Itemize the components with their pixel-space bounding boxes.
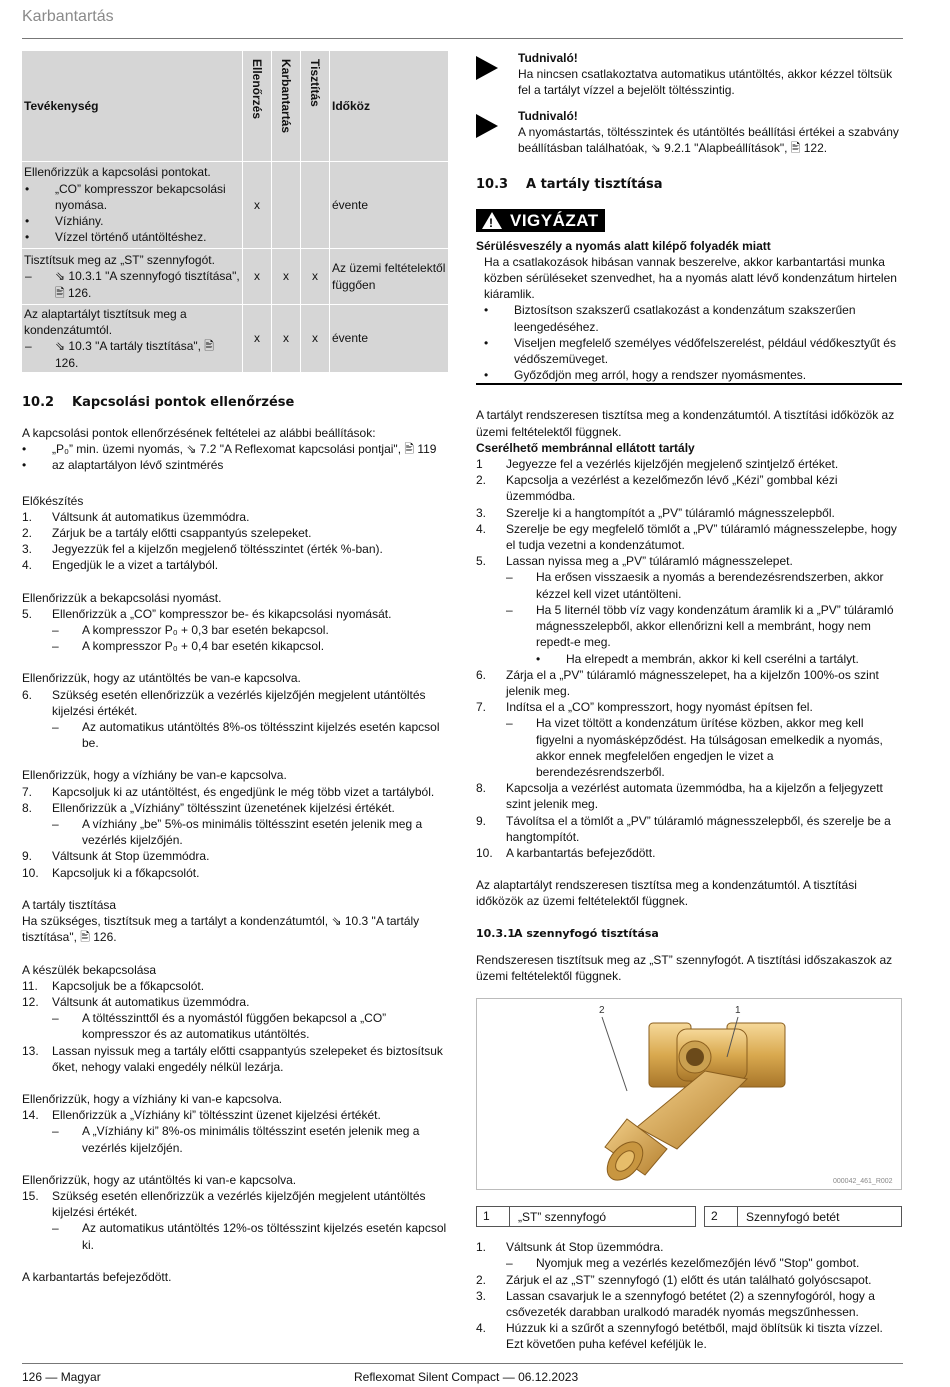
header-title: Karbantartás [22,8,114,25]
list-item[interactable]: „P₀” min. üzemi nyomás, ⇘ 7.2 "A Reflexomat kapcsolási pontjai", 🖹 119 [52,442,437,457]
warning-box: ! VIGYÁZAT Sérülésveszély a nyomás alatt kilépő folyadék miatt Ha a csatlakozások hibásan vannak beszerelve, akkor karbantartási munka közben sérüléseket szenvedhet, ha a nyomás alatt lévő kondenzátum hirtelen kiáramlik. • Biztosítson szakszerű csatlakozást a kondenzátum szakszerűen leengedéséhez. • Viseljen megfelelő személyes védőfelszerelést, például védőkesztyűt és védőszemüveget. • Győződjön meg arról, hogy a rendszer nyomásmentes. [476,209,902,385]
row-link[interactable]: ⇘ 10.3 "A tartály tisztítása", 🖹 126. [55,339,214,370]
note-text: Ha nincsen csatlakoztatva automatikus utántöltés, akkor kézzel töltsük fel a tartályt vízzel a bejelölt töltésszintig. [518,67,893,98]
list-item: A vízhiány „be” 5%-os minimális töltésszint esetén jelenik meg a vezérlés kijelzőjén. [82,817,423,848]
list-item: A „Vízhiány ki” 8%-os minimális töltésszint esetén jelenik meg a vezérlés kijelzőjén. [82,1124,420,1155]
table-header-row [22,51,448,161]
right-column: Tudnivaló! Ha nincsen csatlakoztatva automatikus utántöltés, akkor kézzel töltsük fel a tartályt vízzel a bejelölt töltésszintig. Tudnivaló! A nyomástartás, töltésszintek és utántöltés beállítási értékei a szabvány beállításban találhatóak, ⇘ 9.2.1 "Alapbeállítások", 🖹 122. 10.3 A tartály tisztítása ! VIGYÁZAT Sérülésveszély a nyomás alatt kilépő folyadék miatt Ha a csatlakozások hibásan vannak beszerelve, akkor karbantartási munka közben sérüléseket szenvedhet, ha a nyomás alatt lévő kondenzátum hirtelen kiáramlik. • Biztosítson szakszerű csatlakozást a kondenzátum szakszerűen leengedéséhez. • Viseljen megfelelő személyes védőfelszerelést, például védőkesztyűt és védőszemüveget. • Győződjön meg arról, hogy a rendszer nyomásmentes. A tartályt rendszeresen tisztítsa meg a kondenzátumtól. A tisztítási időközök az üzemi feltételektől függnek. Cserélhető membránnal ellátott tartály 1 Jegyezze fel a vezérlés kijelzőjén megjelenő szintjelző értéket. 2. Kapcsolja a vezérlést a kezelőmezőn lévő „Kézi” gombbal kézi üzemmódba. 3. Szerelje ki a hangtompítót a „PV” túláramló mágnesszelepből. 4. Szerelje be egy megfelelő tömlőt a „PV” túláramló mágnesszelepbe, hogy el tudja vezetni a kondenzátumot. 5. Lassan nyissa meg a „PV” túláramló mágnesszelepet. – Ha erősen visszaesik a nyomás a berendezésrendszerben, akkor kézzel kell vizet utántölteni. – Ha 5 liternél több víz vagy kondenzátum áramlik ki a „PV” túláramló mágnesszelepből, akkor ellenőrizni kell a membránt, hogy nem repedt-e meg. • Ha elrepedt a membrán, akkor ki kell cserélni a tartályt. 6. Zárja el a „PV” túláramló mágnesszelepet, ha a kijelzőn 100%-os szint jelenik meg. 7. Indítsa el a „CO” kompresszort, hogy nyomást építsen fel. – Ha vizet töltött a kondenzátum ürítése közben, akkor meg kell figyelni a nyomásképződést. Ha túlságosan emelkedik a nyomás, akkor ennek megfelelően engedjen le vizet a berendezésrendszerből. 8. Kapcsolja a vezérlést automata üzemmódba, ha a kijelzőn a feljegyzett szint jelenik meg. 9. Távolítsa el a tömlőt a „PV” túláramló mágnesszelepből, és szerelje be a hangtompítót. 10. A karbantartás befejeződött. Az alaptartályt rendszeresen tisztítsa meg a kondenzátumtól. A tisztítási időközök az üzemi feltételektől függnek. 10.3.1A szennyfogó tisztítása Rendszeresen tisztítsuk meg az „ST” szennyfogót. A tisztítási időszakaszok az üzemi feltételektől függnek. 2 1 000042_461_R002 1 „ST” szennyfogó 2 Szennyfogó betét 1. Váltsunk át Stop üzemmódra. – Nyomjuk meg a vezérlés kezelőmezőjén lévő "Stop" gombot. 2. Zárjuk el az „ST” szennyfogó (1) előtt és után található golyóscsapot. 3. Lassan csavarjuk le a szennyfogó betétet (2) a szennyfogóról, hogy a csővezeték darabban uralkodó maradék nyomás megszűnhessen. 4. Húzzuk ki a szűrőt a szennyfogó betétből, majd öblítsük ki tiszta vízzel. Ezt követően puha kefével keféljük le. [476,50,902,1353]
list-item: Távolítsa el a tömlőt a „PV” túláramló mágnesszelepből, és szerelje be a hangtompítót. [506,813,891,844]
cell-maintenance: x [272,305,300,372]
list-item: Váltsunk át Stop üzemmódra. [506,1240,664,1255]
cell-interval: évente [330,305,448,372]
list-item: Ha 5 liternél több víz vagy kondenzátum áramlik ki a „PV” túláramló mágnesszelepből, akkor ellenőrizni kell a membránt, hogy nem repedt-e meg. [536,602,894,650]
row-item: „CO” kompresszor bekapcsolási nyomása. [55,181,226,212]
list-item: Engedjük le a vizet a tartályból. [52,558,219,573]
subheading: A tartály tisztítása [22,897,117,912]
warning-icon [482,212,502,229]
row-item: Vízzel történő utántöltéshez. [55,230,207,245]
subheading: Ellenőrizzük, hogy az utántöltés be van-e kapcsolva. [22,671,301,686]
arrow-icon [476,50,518,99]
figure-code: 000042_461_R002 [833,1178,893,1186]
list-item: Kapcsoljuk ki a főkapcsolót. [52,865,200,880]
list-item: A töltésszinttől és a nyomástól függően bekapcsol a „CO” kompresszor és az automatikus utántöltés. [82,1011,387,1042]
list-item: Szerelje be egy megfelelő tömlőt a „PV” túláramló mágnesszelepbe, hogy el tudja vezetni a kondenzátumot. [506,521,897,553]
closing-text: A karbantartás befejeződött. [22,1269,172,1284]
row-link[interactable]: ⇘ 10.3.1 "A szennyfogó tisztítása", 🖹 126. [55,269,240,300]
row-item: Vízhiány. [55,214,104,229]
cell-interval: évente [330,162,448,248]
cell-maintenance: x [272,249,300,304]
subheading: A készülék bekapcsolása [22,962,157,977]
list-item: Ellenőrizzük a „CO” kompresszor be- és kikapcsolási nyomását. [52,606,392,621]
list-item: Lassan nyissuk meg a tartály előtti csappantyús szelepeket és biztosítsuk őket, nehogy valaki engedély nélkül lezárja. [52,1043,443,1074]
subheading: Ellenőrizzük, hogy az utántöltés ki van-e kapcsolva. [22,1172,297,1187]
list-item: Zárja el a „PV” túláramló mágnesszelepet, ha a kijelzőn 100%-os szint jelenik meg. [506,667,879,698]
left-column: Tevékenység Ellenőrzés Karbantartás Tisztítás Időköz Ellenőrizzük a kapcsolási pontokat. • „CO” kompresszor bekapcsolási nyomása. • Vízhiány. • Vízzel történő utántöltéshez. x évente Tisztítsuk meg az „ST” szennyfogót. – ⇘ 10.3.1 "A szennyfogó tisztítása", 🖹 126. x x x Az üzemi feltételektől függően Az alaptartályt tisztítsuk meg a kondenzátumtól. – ⇘ 10.3 "A tartály tisztítása", 🖹 126. x x x évente 10.2 Kapcsolási pontok ellenőrzése A kapcsolási pontok ellenőrzésének feltételei az alábbi beállítások: • „P₀” min. üzemi nyomás, ⇘ 7.2 "A Reflexomat kapcsolási pontjai", 🖹 119 • az alaptartályon lévő szintmérés Előkészítés 1. Váltsunk át automatikus üzemmódra. 2. Zárjuk be a tartály előtti csappantyús szelepeket. 3. Jegyezzük fel a kijelzőn megjelenő töltésszintet (érték %-ban). 4. Engedjük le a vizet a tartályból. Ellenőrizzük a bekapcsolási nyomást. 5. Ellenőrizzük a „CO” kompresszor be- és kikapcsolási nyomását. – A kompresszor P₀ + 0,3 bar esetén bekapcsol. – A kompresszor P₀ + 0,4 bar esetén kikapcsol. Ellenőrizzük, hogy az utántöltés be van-e kapcsolva. 6. Szükség esetén ellenőrizzük a vezérlés kijelzőjén megjelent utántöltés kijelzési értékét. – Az automatikus utántöltés 8%-os töltésszint kijelzés esetén kapcsol be. Ellenőrizzük, hogy a vízhiány be van-e kapcsolva. 7. Kapcsoljuk ki az utántöltést, és engedjünk le még több vizet a tartályból. 8. Ellenőrizzük a „Vízhiány” töltésszint üzenetének kijelzési értékét. – A vízhiány „be” 5%-os minimális töltésszint esetén jelenik meg a vezérlés kijelzőjén. 9. Váltsunk át Stop üzemmódra. 10. Kapcsoljuk ki a főkapcsolót. A tartály tisztítása Ha szükséges, tisztítsuk meg a tartályt a kondenzátumtól, ⇘ 10.3 "A tartály tisztítása", 🖹 126. A készülék bekapcsolása 11. Kapcsoljuk be a főkapcsolót. 12. Váltsunk át automatikus üzemmódra. – A töltésszinttől és a nyomástól függően bekapcsol a „CO” kompresszor és az automatikus utántöltés. 13. Lassan nyissuk meg a tartály előtti csappantyús szelepeket és biztosítsuk őket, nehogy valaki engedély nélkül lezárja. Ellenőrizzük, hogy a vízhiány ki van-e kapcsolva. 14. Ellenőrizzük a „Vízhiány ki” töltésszint üzenet kijelzési értékét. – A „Vízhiány ki” 8%-os minimális töltésszint esetén jelenik meg a vezérlés kijelzőjén. Ellenőrizzük, hogy az utántöltés ki van-e kapcsolva. 15. Szükség esetén ellenőrizzük a vezérlés kijelzőjén megjelent utántöltés kijelzési értékét. – Az automatikus utántöltés 12%-os töltésszint kijelzés esetén kapcsol ki. A karbantartás befejeződött. [22,50,450,1285]
maintenance-table [21,50,449,373]
list-item: A kompresszor P₀ + 0,4 bar esetén kikapcsol. [82,639,325,654]
section-heading-10-3: 10.3 A tartály tisztítása [476,177,663,193]
header-activity: Tevékenység [22,51,242,161]
note-box [476,108,902,157]
table-row: Az alaptartályt tisztítsuk meg a kondenzátumtól. – ⇘ 10.3 "A tartály tisztítása", 🖹 126. x x x évente [22,305,448,372]
arrow-icon [476,108,518,157]
cell-maintenance [272,162,300,248]
list-item: Jegyezze fel a vezérlés kijelzőjén megjelenő szintjelző értéket. [506,457,839,472]
warning-badge: ! VIGYÁZAT [476,209,605,232]
row-intro: Tisztítsuk meg az „ST” szennyfogót. [24,253,215,268]
list-item: Ellenőrizzük a „Vízhiány” töltésszint üzenetének kijelzési értékét. [52,800,395,815]
list-item: Ha erősen visszaesik a nyomás a berendezésrendszerben, akkor kézzel kell vizet utántölteni. [536,570,884,601]
list-item: Az automatikus utántöltés 12%-os töltésszint kijelzés esetén kapcsol ki. [82,1221,447,1252]
cell-interval: Az üzemi feltételektől függően [330,249,448,304]
section-heading-10-2: 10.2 Kapcsolási pontok ellenőrzése [22,394,295,410]
list-item: Szerelje ki a hangtompítót a „PV” túláramló mágnesszelepből. [506,505,835,520]
list-item: Ellenőrizzük a „Vízhiány ki” töltésszint üzenet kijelzési értékét. [52,1108,381,1123]
warning-heading: Sérülésveszély a nyomás alatt kilépő folyadék miatt [476,238,771,253]
list-item: A kompresszor P₀ + 0,3 bar esetén bekapcsol. [82,623,329,638]
header-cleaning: Tisztítás [308,59,322,107]
footer-doc: Reflexomat Silent Compact — 06.12.2023 [354,1370,579,1384]
subheading: Ellenőrizzük a bekapcsolási nyomást. [22,590,222,605]
subheading: Ellenőrizzük, hogy a vízhiány be van-e kapcsolva. [22,768,287,783]
header-interval: Időköz [330,51,448,161]
row-intro: Ellenőrizzük a kapcsolási pontokat. [24,165,211,180]
footer-page: 126 — Magyar [22,1370,101,1384]
list-item: Váltsunk át automatikus üzemmódra. [52,994,250,1009]
section-heading-10-3-1: 10.3.1A szennyfogó tisztítása [476,926,659,940]
note-title: Tudnivaló! [518,51,578,65]
paragraph-link[interactable]: Ha szükséges, tisztítsuk meg a tartályt a kondenzátumtól, ⇘ 10.3 "A tartály tisztítása", 🖹 126. [22,914,420,945]
list-item: Nyomjuk meg a vezérlés kezelőmezőjén lévő "Stop" gombot. [536,1256,860,1271]
legend-item: 1 „ST” szennyfogó [476,1206,696,1227]
header-check: Ellenőrzés [250,59,264,120]
list-item: Kapcsolja a vezérlést a kezelőmezőn lévő „Kézi” gombbal kézi üzemmódba. [506,473,838,504]
list-item: Zárjuk be a tartály előtti csappantyús szelepeket. [52,526,312,541]
cell-cleaning [301,162,329,248]
legend-item: 2 Szennyfogó betét [704,1206,902,1227]
list-item: Zárjuk el az „ST” szennyfogó (1) előtt és után található golyóscsapot. [506,1272,872,1287]
list-item: az alaptartályon lévő szintmérés [52,458,224,473]
list-item: Jegyezzük fel a kijelzőn megjelenő töltésszintet (érték %-ban). [52,542,383,557]
list-item: Lassan csavarjuk le a szennyfogó betétet (2) a szennyfogóról, hogy a csővezeték darabban uralkodó maradék nyomás megszűnhessen. [506,1288,875,1319]
cell-cleaning: x [301,305,329,372]
cell-check: x [243,249,271,304]
list-item: A karbantartás befejeződött. [506,845,656,860]
list-item: Ha vizet töltött a kondenzátum ürítése közben, akkor meg kell figyelni a nyomásképződést. Ha túlságosan emelkedik a nyomás, akkor ennek megfelelően engedjen le vizet a berendezésrendszerből. [536,716,883,779]
list-item: Indítsa el a „CO” kompresszort, hogy nyomást építsen fel. [506,700,813,715]
list-item: Húzzuk ki a szűrőt a szennyfogó betétből, majd öblítsük ki tiszta vízzel. Ezt követően puha kefével keféljük le. [506,1321,883,1352]
subheading: Cserélhető membránnal ellátott tartály [476,440,695,455]
callout-2: 2 [599,1005,605,1017]
subheading: Előkészítés [22,493,84,508]
list-item: Kapcsoljuk ki az utántöltést, és engedjünk le még több vizet a tartályból. [52,784,435,799]
cell-check: x [243,305,271,372]
row-intro: Az alaptartályt tisztítsuk meg a kondenzátumtól. [24,307,187,338]
callout-line-2 [602,1017,627,1091]
note-box [476,50,902,99]
warning-bullet: Győződjön meg arról, hogy a rendszer nyomásmentes. [514,368,807,383]
list-item: Váltsunk át Stop üzemmódra. [52,849,210,864]
list-item: Váltsunk át automatikus üzemmódra. [52,509,250,524]
cell-check: x [243,162,271,248]
strainer-figure [476,998,902,1190]
list-item: Az automatikus utántöltés 8%-os töltésszint kijelzés esetén kapcsol be. [82,720,440,751]
note-text[interactable]: A nyomástartás, töltésszintek és utántöltés beállítási értékei a szabvány beállításban találhatóak, ⇘ 9.2.1 "Alapbeállítások", 🖹 122. [518,124,899,156]
table-row: Ellenőrizzük a kapcsolási pontokat. • „CO” kompresszor bekapcsolási nyomása. • Vízhiány. • Vízzel történő utántöltéshez. x évente [22,162,448,248]
strainer-illustration [477,999,901,1189]
list-item: Szükség esetén ellenőrizzük a vezérlés kijelzőjén megjelent utántöltés kijelzési értékét. [52,687,426,718]
paragraph: A kapcsolási pontok ellenőrzésének feltételei az alábbi beállítások: [22,426,376,441]
header-maintenance: Karbantartás [279,59,293,134]
callout-1: 1 [735,1005,741,1017]
list-item: Ha elrepedt a membrán, akkor ki kell cserélni a tartályt. [566,651,859,666]
footer-rule [22,1363,903,1364]
table-row: Tisztítsuk meg az „ST” szennyfogót. – ⇘ 10.3.1 "A szennyfogó tisztítása", 🖹 126. x x x Az üzemi feltételektől függően [22,249,448,304]
list-item: Kapcsolja a vezérlést automata üzemmódba, ha a kijelzőn a feljegyzett szint jelenik meg. [506,781,883,812]
note-title: Tudnivaló! [518,108,578,123]
list-item: Szükség esetén ellenőrizzük a vezérlés kijelzőjén megjelent utántöltés kijelzési értékét. [52,1188,426,1220]
warning-bullet: Viseljen megfelelő személyes védőfelszerelést, például védőkesztyűt és védőszemüveget. [514,335,896,367]
list-item: Kapcsoljuk be a főkapcsolót. [52,978,205,993]
paragraph: Az alaptartályt rendszeresen tisztítsa meg a kondenzátumtól. A tisztítási időközök az üzemi feltételektől függnek. [476,878,857,909]
figure-legend [476,1206,902,1227]
cell-cleaning: x [301,249,329,304]
paragraph: Rendszeresen tisztítsuk meg az „ST” szennyfogót. A tisztítási időszakaszok az üzemi feltételektől függnek. [476,952,893,983]
paragraph: A tartályt rendszeresen tisztítsa meg a kondenzátumtól. A tisztítási időközök az üzemi feltételektől függnek. [476,408,895,439]
list-item: Lassan nyissa meg a „PV” túláramló mágnesszelepet. [506,554,793,569]
warning-text: Ha a csatlakozások hibásan vannak beszerelve, akkor karbantartási munka közben sérüléseket szenvedhet, ha a nyomás alatt lévő kondenzátum hirtelen kiáramlik. [484,254,897,302]
subheading: Ellenőrizzük, hogy a vízhiány ki van-e kapcsolva. [22,1091,283,1106]
header-rule [22,38,903,39]
warning-bullet: Biztosítson szakszerű csatlakozást a kondenzátum szakszerűen leengedéséhez. [514,303,856,334]
